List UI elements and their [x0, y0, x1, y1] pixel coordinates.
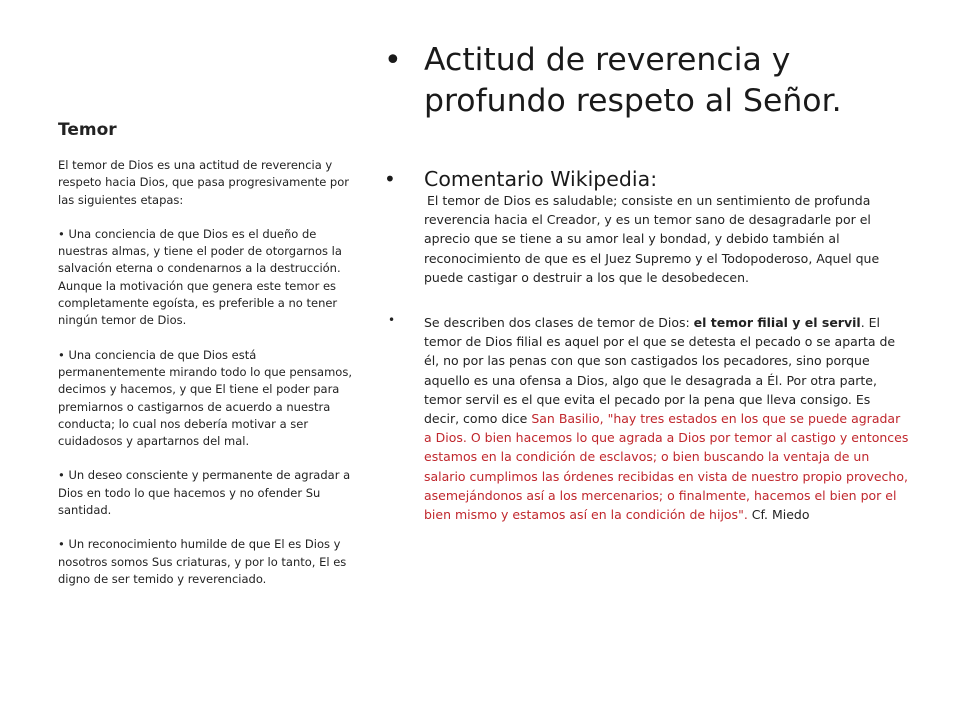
bullet-dot-icon: • — [384, 43, 402, 78]
left-paragraph-intro: El temor de Dios es una actitud de reverencia y respeto hacia Dios, que pasa progresivamente por las siguientes etapas: — [58, 158, 349, 207]
bullet-dot-icon: • — [384, 167, 396, 191]
wikipedia-comment-text: El temor de Dios es saludable; consiste en un sentimiento de profunda reverencia hacia el Creador, y es un temor sano de desagradarle por el aprecio que se tiene a su amor leal y bondad, y debido también al reconocimiento de que es el Juez Supremo y el Todopoderoso, Aquel que puede castigar o destruir a los que le desobedecen. — [424, 193, 880, 285]
left-title: Temor — [58, 120, 117, 140]
bullet-dot-icon: • — [388, 313, 396, 328]
fear-types-tail: Cf. Miedo — [747, 507, 810, 523]
san-basilio-quote: San Basilio, "hay tres estados en los que se puede agradar a Dios. O bien hacemos lo que agrada a Dios por temor al castigo y entonces estamos en la condición de esclavos; o bien buscando la ventaja de un salario cumplimos las órdenes recibidas en vista de nuestro propio provecho, asemejándonos así a los mercenarios; o finalmente, hacemos el bien por el bien mismo y estamos así en la condición de hijos". — [424, 411, 909, 523]
right-column — [384, 40, 909, 524]
bullet-fear-types — [384, 313, 909, 524]
left-body — [58, 157, 360, 605]
fear-types-text-2: . El temor de Dios filial es aquel por el que se detesta el pecado o se aparta de él, no por las penas con que son castigados los pecadores, sino porque aquello es una ofensa a Dios, algo que le desagrada a Él. Por otra parte, temor servil es el que evita el pecado por la pena que lleva consigo. Es decir, como dice — [424, 315, 896, 427]
bullet-main-text: Actitud de reverencia y profundo respeto al Señor. — [424, 42, 842, 119]
left-paragraph-stage-2: • Una conciencia de que Dios está permanentemente mirando todo lo que pensamos, decimos y hacemos, y que El tiene el poder para premiarnos o castigarnos de acuerdo a nuestra conducta; lo cual nos debería motivar a ser cuidadosos y apartarnos del mal. — [58, 347, 352, 449]
left-paragraph-stage-4: • Un reconocimiento humilde de que El es Dios y nosotros somos Sus criaturas, y por lo tanto, El es digno de ser temido y reverenciado. — [58, 537, 347, 586]
bullet-wikipedia — [384, 167, 909, 287]
bullet-wikipedia-lead: Comentario Wikipedia: — [424, 167, 658, 191]
left-paragraph-stage-3: • Un deseo consciente y permanente de agradar a Dios en todo lo que hacemos y no ofender Su santidad. — [58, 468, 351, 518]
fear-types-text-1: Se describen dos clases de temor de Dios: — [424, 315, 694, 331]
fear-types-bold: el temor filial y el servil — [693, 315, 861, 331]
bullet-wikipedia-body — [424, 191, 909, 287]
left-paragraph-stage-1: • Una conciencia de que Dios es el dueño de nuestras almas, y tiene el poder de otorgarnos la salvación eterna o condenarnos a la destrucción. Aunque la motivación que genera este temor es completamente egoísta, es preferible a no tener ningún temor de Dios. — [58, 226, 342, 328]
bullet-main — [384, 40, 909, 122]
